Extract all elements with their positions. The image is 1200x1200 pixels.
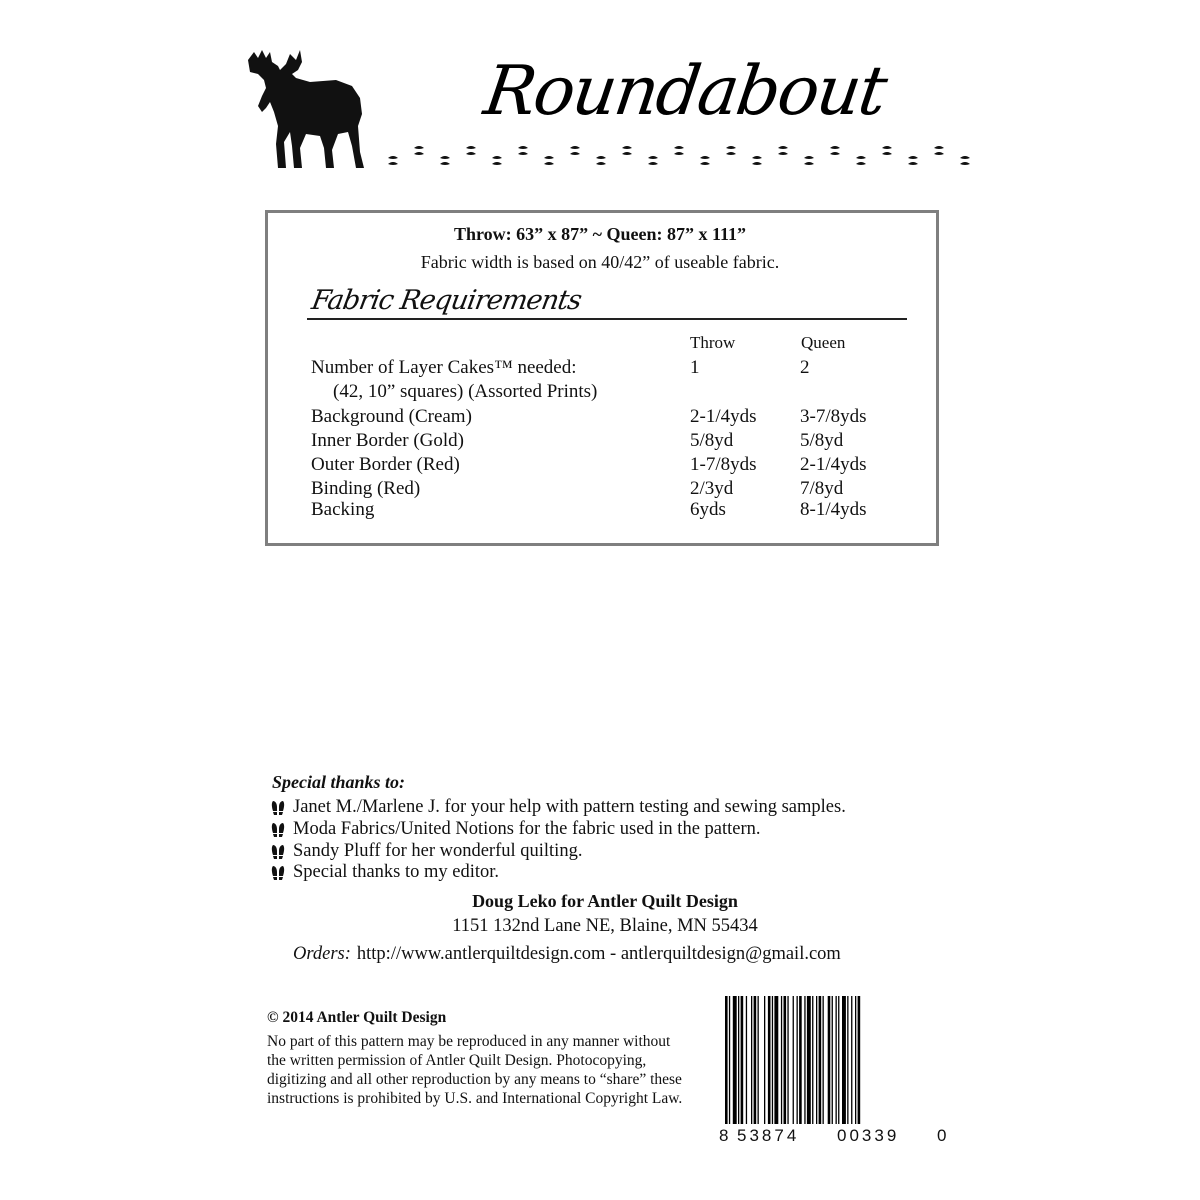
barcode-bar bbox=[754, 996, 757, 1124]
hoof-print-mark bbox=[674, 146, 684, 155]
hoof-print-mark bbox=[700, 156, 710, 165]
hoof-print-mark bbox=[856, 156, 866, 165]
barcode-bar bbox=[751, 996, 752, 1124]
barcode-bar bbox=[823, 996, 824, 1124]
hoof-print-mark bbox=[830, 146, 840, 155]
barcode-bar bbox=[758, 996, 759, 1124]
pattern-title: Roundabout bbox=[479, 52, 891, 131]
fabric-width-note: Fabric width is based on 40/42” of useable fabric. bbox=[420, 252, 780, 272]
barcode-number bbox=[719, 1126, 949, 1148]
thanks-item bbox=[271, 819, 761, 840]
orders-line bbox=[293, 944, 841, 965]
barcode-bar bbox=[738, 996, 739, 1124]
company-name: Doug Leko for Antler Quilt Design bbox=[472, 891, 738, 911]
row-label: Inner Border (Gold) bbox=[311, 430, 465, 451]
hoof-print-trail-icon bbox=[380, 140, 990, 172]
copyright-notice: © 2014 Antler Quilt Design bbox=[267, 1009, 447, 1026]
barcode-bar bbox=[764, 996, 765, 1124]
row-throw-value: 5/8yd bbox=[690, 430, 734, 451]
barcode-bar bbox=[781, 996, 782, 1124]
hoof-print-mark bbox=[934, 146, 944, 155]
hoof-print-icon bbox=[271, 800, 285, 816]
hoof-print-mark bbox=[466, 146, 476, 155]
barcode-bar bbox=[733, 996, 737, 1124]
barcode-bar bbox=[819, 996, 822, 1124]
row-throw-value: 1-7/8yds bbox=[690, 454, 757, 475]
barcode-bar bbox=[787, 996, 788, 1124]
row-queen-value: 5/8yd bbox=[800, 430, 844, 451]
row-queen-value: 2 bbox=[800, 357, 810, 378]
hoof-print-icon bbox=[271, 844, 285, 860]
thanks-item bbox=[271, 862, 499, 883]
row-label: Background (Cream) bbox=[311, 406, 472, 427]
row-queen-value: 3-7/8yds bbox=[800, 406, 867, 427]
barcode-bar bbox=[836, 996, 837, 1124]
hoof-print-mark bbox=[544, 156, 554, 165]
barcode-bar bbox=[858, 996, 861, 1124]
barcode-bar bbox=[725, 996, 728, 1124]
barcode-bar bbox=[793, 996, 794, 1124]
barcode-digit-left: 53874 bbox=[737, 1126, 800, 1145]
orders-links[interactable]: http://www.antlerquiltdesign.com - antlerquiltdesign@gmail.com bbox=[356, 944, 841, 964]
thanks-item-text: Janet M./Marlene J. for your help with pattern testing and sewing samples. bbox=[293, 797, 846, 817]
barcode-bar bbox=[832, 996, 833, 1124]
column-header-queen: Queen bbox=[801, 333, 846, 352]
orders-label: Orders: bbox=[293, 944, 351, 964]
barcode-bar bbox=[799, 996, 802, 1124]
row-queen-value: 8-1/4yds bbox=[800, 499, 867, 520]
company-address: 1151 132nd Lane NE, Blaine, MN 55434 bbox=[452, 916, 758, 936]
hoof-print-mark bbox=[622, 146, 632, 155]
hoof-print-mark bbox=[882, 146, 892, 155]
legal-notice: No part of this pattern may be reproduced in any manner without the written permission of Antler Quilt Design. Photocopying, digitizing and all other reproduction by any means to “share” these instructions is prohibited by U.S. and International Copyright Law. bbox=[267, 1033, 683, 1107]
row-label: Binding (Red) bbox=[311, 478, 421, 499]
barcode-bar bbox=[855, 996, 856, 1124]
barcode-bar bbox=[768, 996, 771, 1124]
row-queen-value: 2-1/4yds bbox=[800, 454, 867, 475]
hoof-print-mark bbox=[908, 156, 918, 165]
row-throw-value: 6yds bbox=[690, 499, 726, 520]
barcode-bar bbox=[741, 996, 744, 1124]
hoof-print-mark bbox=[778, 146, 788, 155]
hoof-print-mark bbox=[440, 156, 450, 165]
barcode-bar bbox=[838, 996, 839, 1124]
hoof-print-mark bbox=[726, 146, 736, 155]
barcode-bar bbox=[784, 996, 787, 1124]
barcode-bar bbox=[851, 996, 852, 1124]
barcode-bar bbox=[847, 996, 848, 1124]
row-throw-value: 2-1/4yds bbox=[690, 406, 757, 427]
hoof-print-mark bbox=[388, 156, 398, 165]
barcode-digit-check: 0 bbox=[937, 1126, 947, 1145]
hoof-print-mark bbox=[570, 146, 580, 155]
row-label: Backing bbox=[311, 499, 375, 520]
row-label: Outer Border (Red) bbox=[311, 454, 460, 475]
barcode-bar bbox=[729, 996, 730, 1124]
row-throw-value: 1 bbox=[690, 357, 700, 378]
quilt-sizes: Throw: 63” x 87” ~ Queen: 87” x 111” bbox=[453, 224, 747, 244]
hoof-print-icon bbox=[271, 822, 285, 838]
hoof-print-mark bbox=[596, 156, 606, 165]
hoof-print-mark bbox=[804, 156, 814, 165]
barcode-bar bbox=[774, 996, 778, 1124]
hoof-print-icon bbox=[271, 865, 285, 881]
barcode-bar bbox=[797, 996, 798, 1124]
barcode-bar bbox=[746, 996, 747, 1124]
barcode-bar bbox=[842, 996, 846, 1124]
thanks-item bbox=[271, 841, 582, 862]
barcode-bar bbox=[772, 996, 773, 1124]
hoof-print-mark bbox=[518, 146, 528, 155]
barcode-bar bbox=[804, 996, 805, 1124]
barcode-bar bbox=[816, 996, 817, 1124]
thanks-item-text: Special thanks to my editor. bbox=[293, 862, 500, 882]
special-thanks-heading: Special thanks to: bbox=[272, 772, 406, 792]
row-queen-value: 7/8yd bbox=[800, 478, 844, 499]
barcode-digit-right: 00339 bbox=[837, 1126, 900, 1145]
thanks-item-text: Sandy Pluff for her wonderful quilting. bbox=[293, 841, 583, 861]
row-throw-value: 2/3yd bbox=[690, 478, 734, 499]
hoof-print-mark bbox=[492, 156, 502, 165]
fabric-requirements-heading: Fabric Requirements bbox=[309, 285, 584, 316]
row-label: Number of Layer Cakes™ needed: bbox=[311, 357, 577, 378]
thanks-item-text: Moda Fabrics/United Notions for the fabric used in the pattern. bbox=[293, 819, 761, 839]
barcode-bar bbox=[807, 996, 811, 1124]
hoof-print-mark bbox=[960, 156, 970, 165]
barcode-digit-system: 8 bbox=[719, 1126, 729, 1145]
column-header-throw: Throw bbox=[690, 333, 736, 352]
heading-underline bbox=[307, 318, 907, 320]
row-label: (42, 10” squares) (Assorted Prints) bbox=[333, 381, 598, 402]
barcode-icon bbox=[719, 996, 949, 1146]
moose-logo-icon bbox=[240, 42, 375, 177]
hoof-print-mark bbox=[752, 156, 762, 165]
thanks-item bbox=[271, 797, 846, 818]
barcode-bar bbox=[812, 996, 813, 1124]
barcode-bar bbox=[828, 996, 831, 1124]
hoof-print-mark bbox=[648, 156, 658, 165]
hoof-print-mark bbox=[414, 146, 424, 155]
